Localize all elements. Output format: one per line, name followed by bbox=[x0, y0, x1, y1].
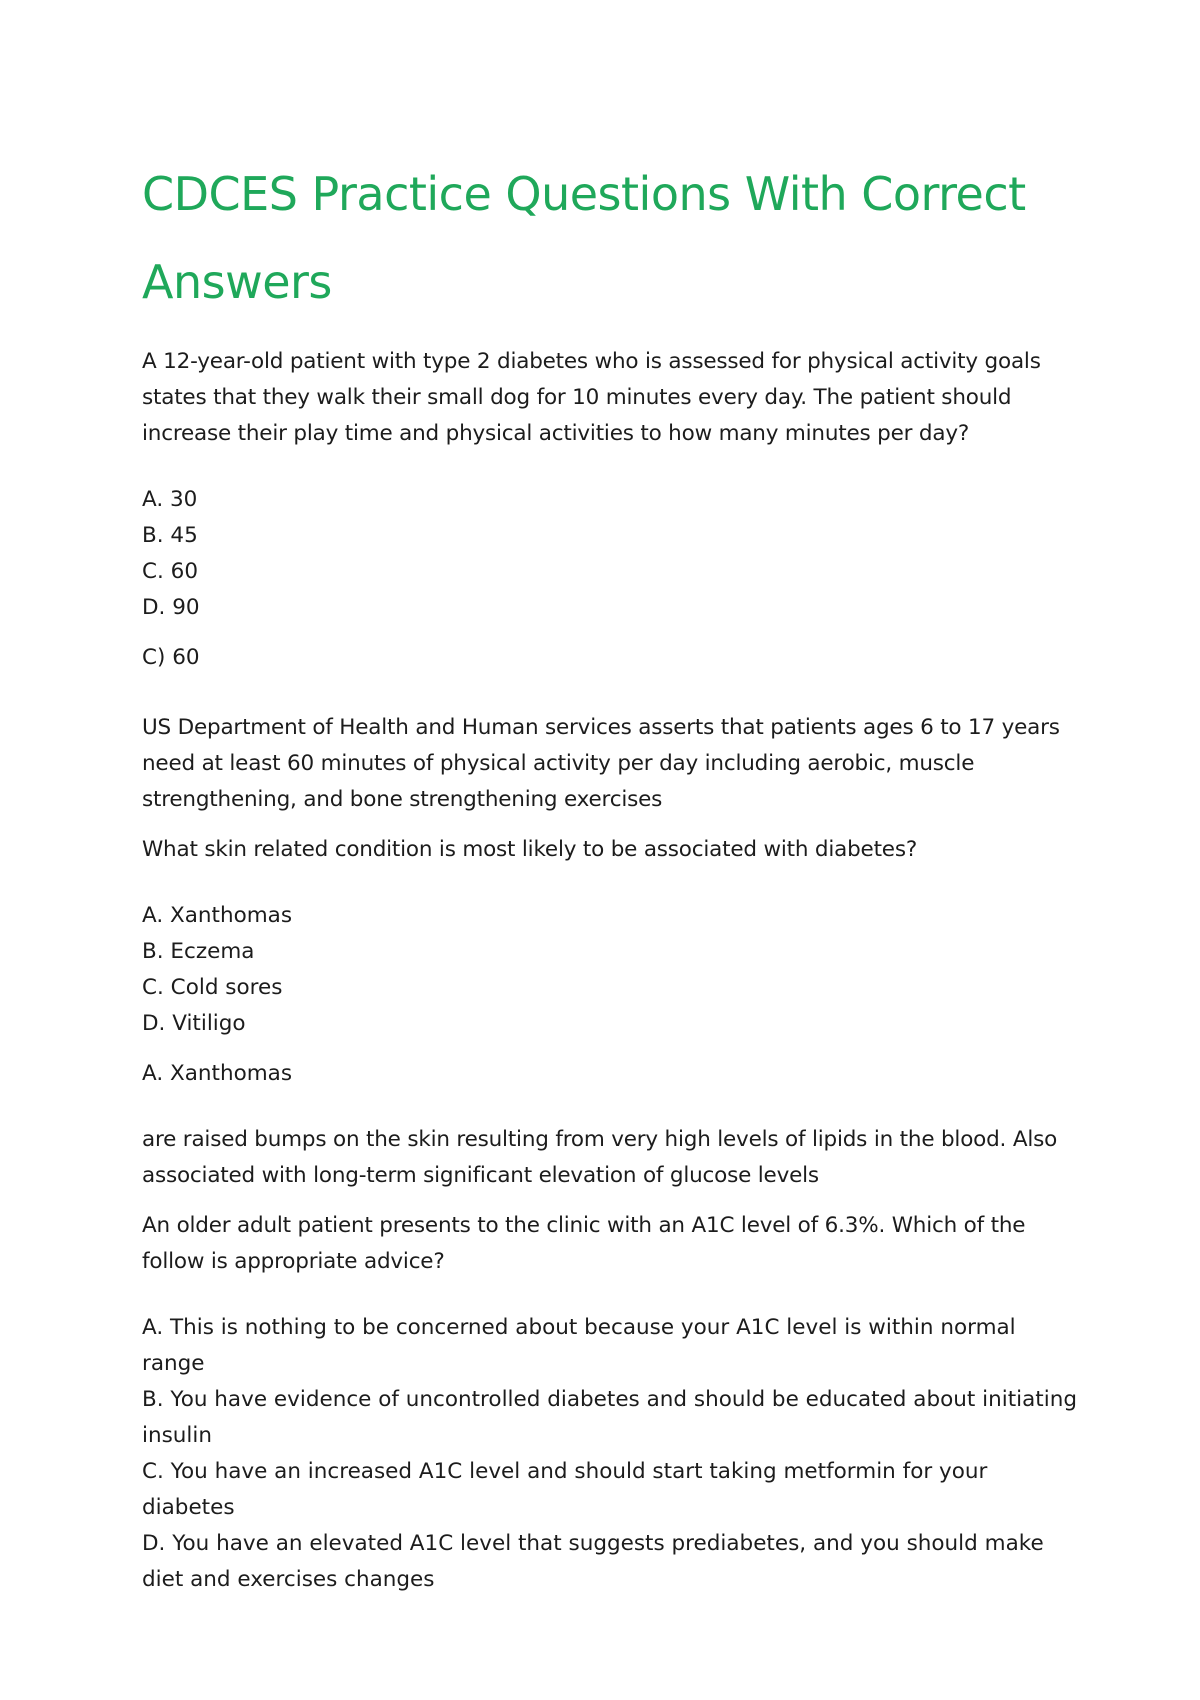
question-2-option-d: D. Vitiligo bbox=[142, 1011, 246, 1036]
document-page bbox=[142, 150, 1082, 1598]
question-2-prompt: What skin related condition is most likely to be associated with diabetes? bbox=[142, 837, 918, 862]
question-2-option-c: C. Cold sores bbox=[142, 975, 283, 1000]
question-3-option-d: D. You have an elevated A1C level that suggests prediabetes, and you should make diet and exercises changes bbox=[142, 1531, 1044, 1592]
question-2-explanation: are raised bumps on the skin resulting from very high levels of lipids in the blood. Also associated with long-term significant elevation of glucose levels bbox=[142, 1127, 1058, 1188]
question-1-option-a: A. 30 bbox=[142, 487, 198, 512]
question-1-option-c: C. 60 bbox=[142, 559, 199, 584]
question-1-prompt: A 12-year-old patient with type 2 diabetes who is assessed for physical activity goals states that they walk their small dog for 10 minutes every day. The patient should increase their play time and physical activities to how many minutes per day? bbox=[142, 349, 1041, 446]
question-3-option-b: B. You have evidence of uncontrolled diabetes and should be educated about initiating insulin bbox=[142, 1387, 1077, 1448]
question-1-answer: C) 60 bbox=[142, 645, 200, 670]
question-1-option-b: B. 45 bbox=[142, 523, 198, 548]
question-1-options bbox=[142, 482, 1082, 626]
document-title: CDCES Practice Questions With Correct Answers bbox=[142, 167, 1026, 309]
question-2-answer: A. Xanthomas bbox=[142, 1061, 293, 1086]
question-2-option-a: A. Xanthomas bbox=[142, 903, 293, 928]
question-1-option-d: D. 90 bbox=[142, 595, 200, 620]
question-3-option-c: C. You have an increased A1C level and should start taking metformin for your diabetes bbox=[142, 1459, 988, 1520]
question-3-option-a: A. This is nothing to be concerned about because your A1C level is within normal range bbox=[142, 1315, 1016, 1376]
question-3-prompt: An older adult patient presents to the clinic with an A1C level of 6.3%. Which of the follow is appropriate advice? bbox=[142, 1213, 1026, 1274]
question-3-options bbox=[142, 1310, 1082, 1598]
question-2-option-b: B. Eczema bbox=[142, 939, 255, 964]
question-1-explanation: US Department of Health and Human services asserts that patients ages 6 to 17 years need at least 60 minutes of physical activity per day including aerobic, muscle strengthening, and bone strengthening exercises bbox=[142, 715, 1060, 812]
question-2-options bbox=[142, 898, 1082, 1042]
